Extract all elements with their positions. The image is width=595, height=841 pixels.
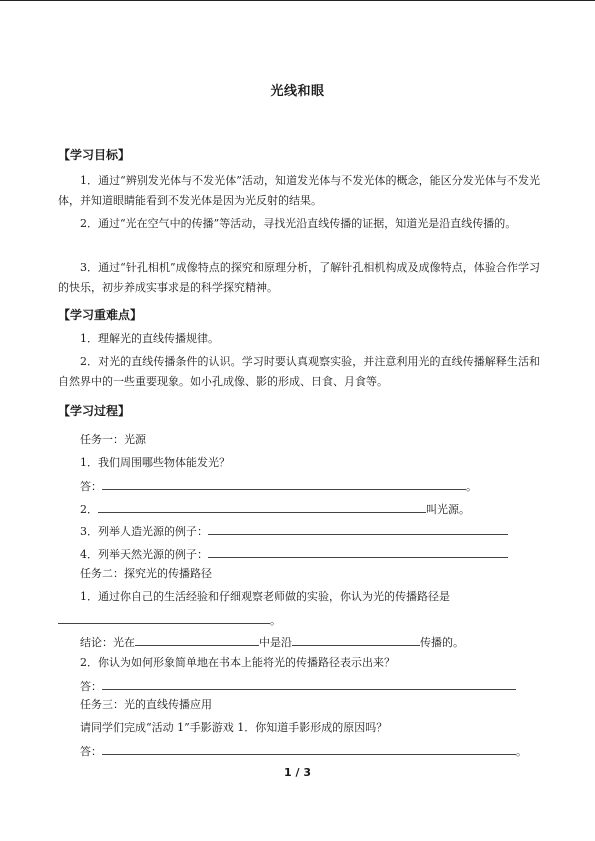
conclusion-text-c: 传播的。 [420,636,464,649]
keypoint-item-1: 1．理解光的直线传播规律。 [80,332,219,345]
keypoint-item-2: 2．对光的直线传播条件的认识。学习时要认真观察实验，并注意利用光的直线传播解释生活和自然界中的一些重要现象。如小孔成像、影的形成、日食、月食等。 [58,355,540,388]
goal-item-3: 3．通过“针孔相机”成像特点的探究和原理分析，了解针孔相机构成及成像特点，体验合作学习的快乐，初步养成实事求是的科学探究精神。 [58,261,540,294]
task-1-heading: 任务一：光源 [80,433,146,446]
answer-label: 答： [80,745,102,758]
question-4 [80,546,508,562]
answer-blank-3[interactable] [208,523,508,535]
answer-line-5 [58,612,281,628]
question-2 [80,501,470,517]
conclusion-blank-1[interactable] [135,634,259,646]
goal-item-1: 1．通过“辨别发光体与不发光体”活动，知道发光体与不发光体的概念，能区分发光体与不发光体，并知道眼睛能看到不发光体是因为光反射的结果。 [58,174,540,207]
period: 。 [270,614,281,627]
question-3-label: 3．列举人造光源的例子： [80,525,208,538]
section-heading-process: 【学习过程】 [58,404,131,418]
answer-label: 答： [80,480,102,493]
question-2-suffix: 叫光源。 [426,503,470,516]
section-heading-keypoints: 【学习重难点】 [58,308,143,322]
question-1: 1．我们周围哪些物体能发光？ [80,456,230,469]
answer-line-7 [80,743,527,759]
section-heading-goals: 【学习目标】 [58,148,131,162]
answer-line-6 [80,678,516,694]
answer-blank-4[interactable] [208,546,508,558]
answer-blank-2[interactable] [98,501,426,513]
page-title: 光线和眼 [270,84,325,99]
task-3-heading: 任务三：光的直线传播应用 [80,698,212,711]
answer-blank-1[interactable] [102,478,466,490]
period: 。 [516,745,527,758]
conclusion-text-b: 中是沿 [259,636,292,649]
task-2-heading: 任务二：探究光的传播路径 [80,567,212,580]
page-number: 1 / 3 [284,766,311,779]
period: 。 [466,480,477,493]
question-5: 1．通过你自己的生活经验和仔细观察老师做的实验，你认为光的传播路径是 [80,590,450,603]
question-2-prefix: 2． [80,503,98,516]
goal-item-2: 2．通过“光在空气中的传播”等活动，寻找光沿直线传播的证据，知道光是沿直线传播的。 [80,217,517,230]
question-3 [80,523,508,539]
answer-line-1 [80,478,477,494]
conclusion-blank-2[interactable] [292,634,420,646]
question-4-label: 4．列举天然光源的例子： [80,548,208,561]
question-6: 2．你认为如何形象简单地在书本上能将光的传播路径表示出来？ [80,656,395,669]
answer-blank-6[interactable] [102,678,516,690]
answer-blank-7[interactable] [102,743,516,755]
answer-blank-5[interactable] [58,612,270,624]
conclusion-line [80,634,464,650]
question-7: 请同学们完成“活动 1”手影游戏 1．你知道手影形成的原因吗？ [80,721,388,734]
conclusion-text-a: 结论：光在 [80,636,135,649]
answer-label: 答： [80,680,102,693]
